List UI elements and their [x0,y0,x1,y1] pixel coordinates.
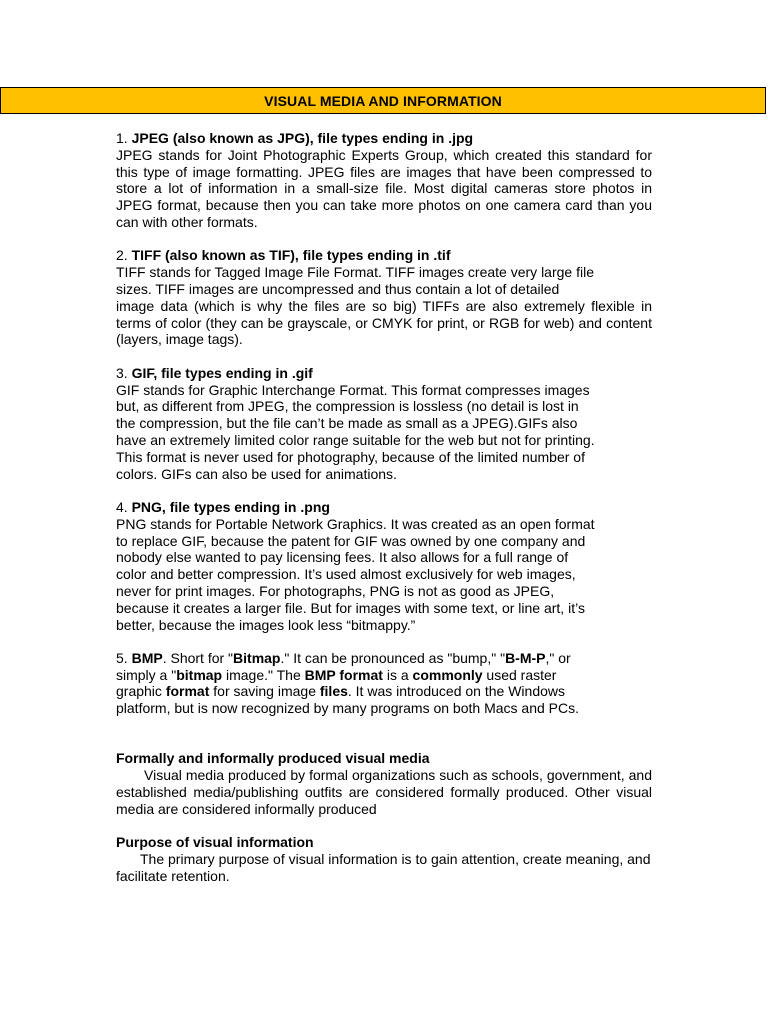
gif-line: but, as different from JPEG, the compression is lossless (no detail is lost in [116,398,579,415]
section-gif [116,365,652,483]
gif-line: have an extremely limited color range suitable for the web but not for printing. [116,431,595,448]
bmp-line-3: graphic format for saving image files. It was introduced on the Windows [116,683,565,700]
png-heading: PNG, file types ending in .png [131,498,330,515]
section-formal-informal [116,750,652,817]
section-jpeg [116,130,652,231]
png-line: never for print images. For photographs, PNG is not as good as JPEG, [116,582,555,599]
png-line: to replace GIF, because the patent for GIF was owned by one company and [116,532,586,549]
tiff-line-1: TIFF stands for Tagged Image File Format. TIFF images create very large file [116,264,594,281]
tiff-heading-line: 2. TIFF (also known as TIF), file types ending in .tif [116,247,451,264]
gif-line: GIF stands for Graphic Interchange Format. This format compresses images [116,381,590,398]
png-heading-line: 4. PNG, file types ending in .png [116,498,330,515]
tiff-body: image data (which is why the files are so big) TIFFs are also extremely flexible in terms of color (they can be grayscale, or CMYK for print, or RGB for web) and content (layers, image tags). [116,297,652,348]
section-png [116,499,652,633]
gif-line: This format is never used for photography, because of the limited number of [116,448,585,465]
purpose-last-line: facilitate retention. [116,867,230,884]
png-line: PNG stands for Portable Network Graphics. It was created as an open format [116,515,595,532]
formal-body: Visual media produced by formal organizations such as schools, government, and established media/publishing outfits are considered formally produced. Other visual media are considered informally produced [116,767,652,817]
png-line: better, because the images look less “bitmappy.” [116,616,416,633]
tiff-line-2: sizes. TIFF images are uncompressed and thus contain a lot of detailed [116,280,560,297]
jpeg-body: JPEG stands for Joint Photographic Experts Group, which created this standard for this type of image formatting. JPEG files are images that have been compressed to store a lot of information in a small-size file. Most digital cameras store photos in JPEG format, because then you can take more photos on one camera card than you can with other formats. [116,146,652,230]
bmp-line-2: simply a "bitmap image." The BMP format is a commonly used raster [116,666,557,683]
bmp-line-4: platform, but is now recognized by many programs on both Macs and PCs. [116,700,579,717]
title-banner [0,87,766,114]
purpose-body: The primary purpose of visual information is to gain attention, create meaning, and [140,850,651,867]
section-bmp [116,650,652,717]
gif-heading-line: 3. GIF, file types ending in .gif [116,364,313,381]
section-purpose [116,834,652,884]
png-line: nobody else wanted to pay licensing fees. It also allows for a full range of [116,549,569,566]
section-tiff [116,247,652,348]
document-body [116,130,652,901]
png-line: because it creates a larger file. But for images with some text, or line art, it’s [116,599,585,616]
bmp-line-1: 5. BMP. Short for "Bitmap." It can be pronounced as "bump," "B-M-P," or [116,649,571,666]
gif-line: colors. GIFs can also be used for animations. [116,465,397,482]
formal-heading: Formally and informally produced visual media [116,750,430,767]
purpose-heading: Purpose of visual information [116,834,314,851]
gif-heading: GIF, file types ending in .gif [131,364,313,381]
png-line: color and better compression. It’s used almost exclusively for web images, [116,566,576,583]
gif-line: the compression, but the file can’t be made as small as a JPEG).GIFs also [116,415,578,432]
jpeg-heading-line: 1. JPEG (also known as JPG), file types ending in .jpg [116,130,474,146]
bmp-term: BMP [131,649,163,666]
jpeg-heading: JPEG (also known as JPG), file types ending in .jpg [131,130,474,146]
tiff-heading: TIFF (also known as TIF), file types ending in .tif [131,247,451,264]
spacer [116,734,652,751]
page-title: VISUAL MEDIA AND INFORMATION [264,92,502,109]
